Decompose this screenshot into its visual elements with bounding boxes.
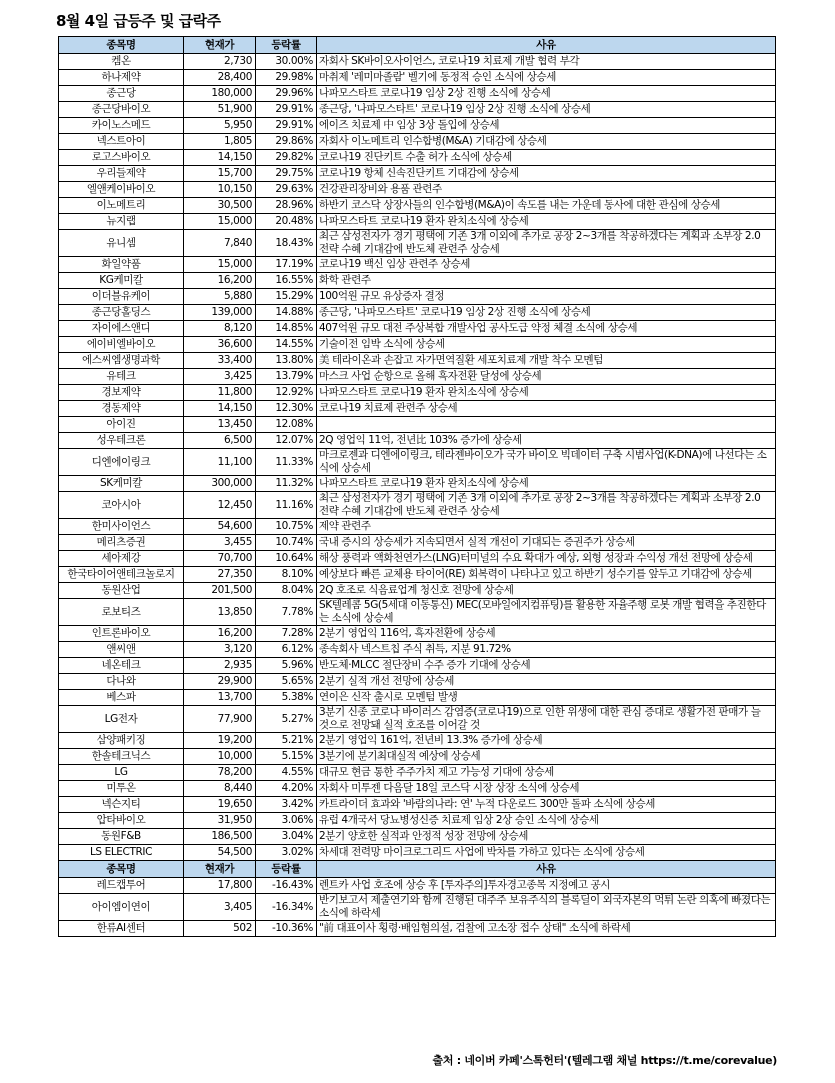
change-rate-cell: 12.07% [256, 433, 317, 449]
stock-name-cell: LG [59, 765, 184, 781]
change-rate-cell: 29.63% [256, 182, 317, 198]
stock-name-cell: 이더블유케이 [59, 289, 184, 305]
reason-cell: 나파모스타트 코로나19 환자 완치소식에 상승세 [317, 476, 776, 492]
price-cell: 29,900 [184, 674, 256, 690]
change-rate-cell: 14.55% [256, 337, 317, 353]
reason-cell: 3분기 신종 코로나 바이러스 감염증(코로나19)으로 인한 위생에 대한 관심 증대로 생활가전 판매가 늘 것으로 전망돼 실적 호조를 이어갈 것 [317, 706, 776, 733]
reason-cell: 자회사 SK바이오사이언스, 코로나19 치료제 개발 협력 부각 [317, 54, 776, 70]
stock-name-cell: 우리들제약 [59, 166, 184, 182]
gainer-row [59, 781, 776, 797]
reason-cell [317, 417, 776, 433]
change-rate-cell: 10.75% [256, 519, 317, 535]
change-rate-cell: 3.06% [256, 813, 317, 829]
gainer-row [59, 401, 776, 417]
reason-cell: 마스크 사업 순항으로 올해 흑자전환 달성에 상승세 [317, 369, 776, 385]
stock-name-cell: 네온테크 [59, 658, 184, 674]
reason-cell: 종속회사 넥스트칩 주식 취득, 지분 91.72% [317, 642, 776, 658]
stock-name-cell: 베스파 [59, 690, 184, 706]
gainer-row [59, 289, 776, 305]
stock-name-cell: 성우테크론 [59, 433, 184, 449]
stock-name-cell: 로보티즈 [59, 599, 184, 626]
gainer-row [59, 54, 776, 70]
reason-cell: 나파모스타트 코로나19 환자 완치소식에 상승세 [317, 214, 776, 230]
page-title: 8월 4일 급등주 및 급락주 [56, 12, 221, 30]
stock-name-cell: 하나제약 [59, 70, 184, 86]
header-reason: 사유 [317, 37, 776, 54]
price-cell: 54,600 [184, 519, 256, 535]
change-rate-cell: 29.98% [256, 70, 317, 86]
gainer-row [59, 535, 776, 551]
stock-name-cell: 종근당 [59, 86, 184, 102]
source-note: 출처 : 네이버 카페'스톡헌터'(텔레그램 채널 https://t.me/corevalue) [432, 1054, 777, 1067]
change-rate-cell: 12.30% [256, 401, 317, 417]
price-cell: 17,800 [184, 878, 256, 894]
losers-header-name: 종목명 [59, 861, 184, 878]
gainer-row [59, 449, 776, 476]
stock-name-cell: 에이비엘바이오 [59, 337, 184, 353]
price-cell: 33,400 [184, 353, 256, 369]
reason-cell: 美 테라이온과 손잡고 자가면역질환 세포치료제 개발 착수 모멘텀 [317, 353, 776, 369]
stock-name-cell: 종근당홀딩스 [59, 305, 184, 321]
gainer-row [59, 797, 776, 813]
reason-cell: 화학 관련주 [317, 273, 776, 289]
gainer-row [59, 626, 776, 642]
price-cell: 10,150 [184, 182, 256, 198]
change-rate-cell: 4.55% [256, 765, 317, 781]
price-cell: 6,500 [184, 433, 256, 449]
gainer-row [59, 369, 776, 385]
gainer-row [59, 583, 776, 599]
losers-header-row [59, 861, 776, 878]
gainer-row [59, 150, 776, 166]
stock-name-cell: 동원산업 [59, 583, 184, 599]
stock-name-cell: 디엔에이링크 [59, 449, 184, 476]
change-rate-cell: 11.32% [256, 476, 317, 492]
change-rate-cell: -16.34% [256, 894, 317, 921]
stock-name-cell: LS ELECTRIC [59, 845, 184, 861]
stock-name-cell: 아이엠이연이 [59, 894, 184, 921]
price-cell: 2,935 [184, 658, 256, 674]
change-rate-cell: 5.15% [256, 749, 317, 765]
reason-cell: 2분기 영업익 161억, 전년비 13.3% 증가에 상승세 [317, 733, 776, 749]
price-cell: 13,700 [184, 690, 256, 706]
gainer-row [59, 102, 776, 118]
gainer-row [59, 567, 776, 583]
reason-cell: 대규모 현금 통한 주주가치 제고 가능성 기대에 상승세 [317, 765, 776, 781]
gainer-row [59, 599, 776, 626]
reason-cell: 코로나19 치료제 관련주 상승세 [317, 401, 776, 417]
change-rate-cell: 3.04% [256, 829, 317, 845]
stock-name-cell: 앤씨앤 [59, 642, 184, 658]
price-cell: 5,880 [184, 289, 256, 305]
change-rate-cell: 29.86% [256, 134, 317, 150]
gainer-row [59, 230, 776, 257]
stock-name-cell: 에스씨엠생명과학 [59, 353, 184, 369]
price-cell: 7,840 [184, 230, 256, 257]
stock-name-cell: 레드캡투어 [59, 878, 184, 894]
stock-name-cell: 아이진 [59, 417, 184, 433]
price-cell: 300,000 [184, 476, 256, 492]
price-cell: 180,000 [184, 86, 256, 102]
stock-name-cell: 한류AI센터 [59, 921, 184, 937]
price-cell: 14,150 [184, 150, 256, 166]
reason-cell: 마크로젠과 디엔에이링크, 테라젠바이오가 국가 바이오 빅데이터 구축 시범사업(K-DNA)에 나선다는 소식에 상승세 [317, 449, 776, 476]
change-rate-cell: 5.96% [256, 658, 317, 674]
loser-row [59, 894, 776, 921]
stock-name-cell: 엘앤케이바이오 [59, 182, 184, 198]
losers-header-reason: 사유 [317, 861, 776, 878]
gainer-row [59, 642, 776, 658]
change-rate-cell: 3.02% [256, 845, 317, 861]
reason-cell: 코로나19 진단키트 수출 허가 소식에 상승세 [317, 150, 776, 166]
gainer-row [59, 690, 776, 706]
price-cell: 139,000 [184, 305, 256, 321]
price-cell: 13,450 [184, 417, 256, 433]
price-cell: 31,950 [184, 813, 256, 829]
change-rate-cell: 14.85% [256, 321, 317, 337]
price-cell: 2,730 [184, 54, 256, 70]
price-cell: 11,100 [184, 449, 256, 476]
price-cell: 8,120 [184, 321, 256, 337]
losers-header-rate: 등락률 [256, 861, 317, 878]
gainer-row [59, 829, 776, 845]
reason-cell: 자회사 이노메트리 인수합병(M&A) 기대감에 상승세 [317, 134, 776, 150]
change-rate-cell: 7.78% [256, 599, 317, 626]
gainer-row [59, 706, 776, 733]
gainer-row [59, 257, 776, 273]
reason-cell: 407억원 규모 대전 주상복합 개발사업 공사도급 약정 체결 소식에 상승세 [317, 321, 776, 337]
price-cell: 3,120 [184, 642, 256, 658]
stock-name-cell: 넥스트아이 [59, 134, 184, 150]
price-cell: 13,850 [184, 599, 256, 626]
stock-name-cell: 뉴지랩 [59, 214, 184, 230]
gainer-row [59, 182, 776, 198]
change-rate-cell: 29.91% [256, 102, 317, 118]
price-cell: 54,500 [184, 845, 256, 861]
gainer-row [59, 476, 776, 492]
price-cell: 19,200 [184, 733, 256, 749]
stock-name-cell: 메리츠증권 [59, 535, 184, 551]
gainer-row [59, 198, 776, 214]
stock-name-cell: 넥슨지티 [59, 797, 184, 813]
stock-name-cell: 인트론바이오 [59, 626, 184, 642]
reason-cell: 최근 삼성전자가 경기 평택에 기존 3개 이외에 추가로 공장 2~3개를 착공하겠다는 계획과 소부장 2.0 전략 수혜 기대감에 반도체 관련주 상승세 [317, 492, 776, 519]
gainer-row [59, 433, 776, 449]
gainer-row [59, 385, 776, 401]
reason-cell: 반도체·MLCC 절단장비 수주 증가 기대에 상승세 [317, 658, 776, 674]
price-cell: 15,700 [184, 166, 256, 182]
gainer-row [59, 813, 776, 829]
change-rate-cell: 5.27% [256, 706, 317, 733]
change-rate-cell: 8.04% [256, 583, 317, 599]
price-cell: 19,650 [184, 797, 256, 813]
reason-cell: 나파모스타트 코로나19 환자 완치소식에 상승세 [317, 385, 776, 401]
change-rate-cell: 4.20% [256, 781, 317, 797]
gainer-row [59, 70, 776, 86]
price-cell: 51,900 [184, 102, 256, 118]
reason-cell: 렌트카 사업 호조에 상승 후 [투자주의]투자경고종목 지정예고 공시 [317, 878, 776, 894]
gainer-row [59, 273, 776, 289]
reason-cell: 에이즈 치료제 中 임상 3상 돌입에 상승세 [317, 118, 776, 134]
reason-cell: 2Q 호조로 식음료업계 청신호 전망에 상승세 [317, 583, 776, 599]
change-rate-cell: 11.33% [256, 449, 317, 476]
price-cell: 70,700 [184, 551, 256, 567]
change-rate-cell: 13.79% [256, 369, 317, 385]
reason-cell: 해상 풍력과 액화천연가스(LNG)터미널의 수요 확대가 예상, 외형 성장과 수익성 개선 전망에 상승세 [317, 551, 776, 567]
reason-cell: 2분기 실적 개선 전망에 상승세 [317, 674, 776, 690]
price-cell: 16,200 [184, 273, 256, 289]
gainer-row [59, 733, 776, 749]
gainer-row [59, 674, 776, 690]
stock-name-cell: 미투온 [59, 781, 184, 797]
change-rate-cell: 29.91% [256, 118, 317, 134]
change-rate-cell: 29.96% [256, 86, 317, 102]
gainer-row [59, 118, 776, 134]
gainer-row [59, 321, 776, 337]
reason-cell: 제약 관련주 [317, 519, 776, 535]
reason-cell: 코로나19 백신 임상 관련주 상승세 [317, 257, 776, 273]
price-cell: 16,200 [184, 626, 256, 642]
reason-cell: 종근당, '나파모스타트' 코로나19 임상 2상 진행 소식에 상승세 [317, 305, 776, 321]
price-cell: 77,900 [184, 706, 256, 733]
price-cell: 28,400 [184, 70, 256, 86]
gainer-row [59, 658, 776, 674]
price-cell: 1,805 [184, 134, 256, 150]
reason-cell: 2분기 양호한 실적과 안정적 성장 전망에 상승세 [317, 829, 776, 845]
header-price: 현재가 [184, 37, 256, 54]
change-rate-cell: 20.48% [256, 214, 317, 230]
price-cell: 3,455 [184, 535, 256, 551]
stock-name-cell: 한솔테크닉스 [59, 749, 184, 765]
price-cell: 30,500 [184, 198, 256, 214]
price-cell: 10,000 [184, 749, 256, 765]
price-cell: 78,200 [184, 765, 256, 781]
price-cell: 186,500 [184, 829, 256, 845]
stock-name-cell: 로고스바이오 [59, 150, 184, 166]
stock-name-cell: 한미사이언스 [59, 519, 184, 535]
reason-cell: 자회사 미투젠 다음달 18일 코스닥 시장 상장 소식에 상승세 [317, 781, 776, 797]
gainer-row [59, 749, 776, 765]
price-cell: 3,405 [184, 894, 256, 921]
stock-name-cell: 코아시아 [59, 492, 184, 519]
gainer-row [59, 214, 776, 230]
price-cell: 3,425 [184, 369, 256, 385]
gainer-row [59, 845, 776, 861]
header-rate: 등락률 [256, 37, 317, 54]
gainer-row [59, 492, 776, 519]
change-rate-cell: 11.16% [256, 492, 317, 519]
reason-cell: 2분기 영업익 116억, 흑자전환에 상승세 [317, 626, 776, 642]
stock-name-cell: 유테크 [59, 369, 184, 385]
stock-name-cell: 켐온 [59, 54, 184, 70]
stock-name-cell: 화일약품 [59, 257, 184, 273]
stock-name-cell: KG케미칼 [59, 273, 184, 289]
price-cell: 15,000 [184, 214, 256, 230]
stock-name-cell: 한국타이어앤테크놀로지 [59, 567, 184, 583]
price-cell: 15,000 [184, 257, 256, 273]
change-rate-cell: -16.43% [256, 878, 317, 894]
reason-cell: "前 대표이사 횡령·배임혐의설, 검찰에 고소장 접수 상태" 소식에 하락세 [317, 921, 776, 937]
reason-cell: 최근 삼성전자가 경기 평택에 기존 3개 이외에 추가로 공장 2~3개를 착공하겠다는 계획과 소부장 2.0 전략 수혜 기대감에 반도체 관련주 상승세 [317, 230, 776, 257]
stock-name-cell: 경동제약 [59, 401, 184, 417]
reason-cell: 하반기 코스닥 상장사들의 인수합병(M&A)이 속도를 내는 가운데 동사에 대한 관심에 상승세 [317, 198, 776, 214]
change-rate-cell: 5.65% [256, 674, 317, 690]
change-rate-cell: 12.92% [256, 385, 317, 401]
gainer-row [59, 417, 776, 433]
losers-header-price: 현재가 [184, 861, 256, 878]
stock-name-cell: 압타바이오 [59, 813, 184, 829]
gainer-row [59, 166, 776, 182]
change-rate-cell: 5.21% [256, 733, 317, 749]
reason-cell: 3분기에 분기최대실적 예상에 상승세 [317, 749, 776, 765]
reason-cell: 100억원 규모 유상증자 결정 [317, 289, 776, 305]
change-rate-cell: 6.12% [256, 642, 317, 658]
price-cell: 12,450 [184, 492, 256, 519]
gainer-row [59, 353, 776, 369]
change-rate-cell: 30.00% [256, 54, 317, 70]
reason-cell: 건강관리장비와 용품 관련주 [317, 182, 776, 198]
change-rate-cell: 12.08% [256, 417, 317, 433]
price-cell: 502 [184, 921, 256, 937]
reason-cell: 반기보고서 제출연기와 함께 진행된 대주주 보유주식의 블록딜이 외국자본의 먹튀 논란 의혹에 빠졌다는 소식에 하락세 [317, 894, 776, 921]
gainer-row [59, 765, 776, 781]
gainer-row [59, 519, 776, 535]
reason-cell: 마취제 '레미마졸람' 벨기에 동정적 승인 소식에 상승세 [317, 70, 776, 86]
reason-cell: 코로나19 항체 신속진단키트 기대감에 상승세 [317, 166, 776, 182]
stock-name-cell: 다나와 [59, 674, 184, 690]
change-rate-cell: 5.38% [256, 690, 317, 706]
change-rate-cell: 13.80% [256, 353, 317, 369]
stock-name-cell: 카이노스메드 [59, 118, 184, 134]
reason-cell: 카트라이더 효과와 '바람의나라: 연' 누적 다운로드 300만 돌파 소식에 상승세 [317, 797, 776, 813]
gainer-row [59, 86, 776, 102]
change-rate-cell: 16.55% [256, 273, 317, 289]
change-rate-cell: 14.88% [256, 305, 317, 321]
reason-cell: 나파모스타트 코로나19 임상 2상 진행 소식에 상승세 [317, 86, 776, 102]
gainer-row [59, 305, 776, 321]
reason-cell: 국내 증시의 상승세가 지속되면서 실적 개선이 기대되는 증권주가 상승세 [317, 535, 776, 551]
stock-name-cell: 세아제강 [59, 551, 184, 567]
price-cell: 5,950 [184, 118, 256, 134]
reason-cell: 2Q 영업익 11억, 전년比 103% 증가에 상승세 [317, 433, 776, 449]
gainer-row [59, 134, 776, 150]
change-rate-cell: -10.36% [256, 921, 317, 937]
stock-name-cell: 삼양패키징 [59, 733, 184, 749]
gainer-row [59, 551, 776, 567]
change-rate-cell: 10.64% [256, 551, 317, 567]
change-rate-cell: 8.10% [256, 567, 317, 583]
stock-name-cell: SK케미칼 [59, 476, 184, 492]
stock-name-cell: 유니셈 [59, 230, 184, 257]
reason-cell: 유럽 4개국서 당뇨병성신증 치료제 임상 2상 승인 소식에 상승세 [317, 813, 776, 829]
stock-name-cell: 종근당바이오 [59, 102, 184, 118]
change-rate-cell: 17.19% [256, 257, 317, 273]
change-rate-cell: 29.82% [256, 150, 317, 166]
price-cell: 11,800 [184, 385, 256, 401]
loser-row [59, 878, 776, 894]
reason-cell: 기술이전 임박 소식에 상승세 [317, 337, 776, 353]
reason-cell: SK텔레콤 5G(5세대 이동통신) MEC(모바일에지컴퓨팅)를 활용한 자율주행 로봇 개발 협력을 추진한다는 소식에 상승세 [317, 599, 776, 626]
change-rate-cell: 29.75% [256, 166, 317, 182]
stock-name-cell: 자이에스앤디 [59, 321, 184, 337]
change-rate-cell: 18.43% [256, 230, 317, 257]
change-rate-cell: 10.74% [256, 535, 317, 551]
price-cell: 36,600 [184, 337, 256, 353]
change-rate-cell: 15.29% [256, 289, 317, 305]
price-cell: 14,150 [184, 401, 256, 417]
price-cell: 201,500 [184, 583, 256, 599]
price-cell: 8,440 [184, 781, 256, 797]
stock-name-cell: LG전자 [59, 706, 184, 733]
gainer-row [59, 337, 776, 353]
table-header-row [59, 37, 776, 54]
change-rate-cell: 7.28% [256, 626, 317, 642]
price-cell: 27,350 [184, 567, 256, 583]
loser-row [59, 921, 776, 937]
header-name: 종목명 [59, 37, 184, 54]
reason-cell: 예상보다 빠른 교체용 타이어(RE) 회복력이 나타나고 있고 하반기 성수기를 앞두고 기대감에 상승세 [317, 567, 776, 583]
change-rate-cell: 3.42% [256, 797, 317, 813]
stock-name-cell: 경보제약 [59, 385, 184, 401]
stock-table [58, 36, 776, 937]
reason-cell: 종근당, '나파모스타트' 코로나19 임상 2상 진행 소식에 상승세 [317, 102, 776, 118]
reason-cell: 연이은 신작 출시로 모멘텀 발생 [317, 690, 776, 706]
change-rate-cell: 28.96% [256, 198, 317, 214]
reason-cell: 차세대 전력망 마이크로그리드 사업에 박차를 가하고 있다는 소식에 상승세 [317, 845, 776, 861]
stock-name-cell: 이노메트리 [59, 198, 184, 214]
stock-name-cell: 동원F&B [59, 829, 184, 845]
